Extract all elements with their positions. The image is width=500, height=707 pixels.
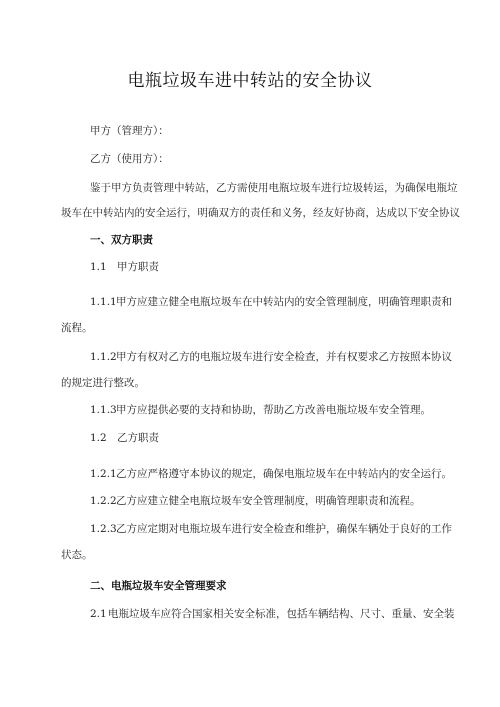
item-1-2-1-number: 1.2.1 [90, 468, 117, 480]
item-1-1-1-line2: 流程。 [61, 322, 93, 334]
subsection-1-1 [90, 260, 159, 274]
item-1-2-2-text: 乙方应建立健全电瓶垃圾车安全管理制度，明确管理职责和流程。 [116, 495, 421, 507]
document-title: 电瓶垃圾车进中转站的安全协议 [127, 71, 373, 91]
intro-paragraph-line2: 圾车在中转站内的安全运行，明确双方的责任和义务，经友好协商，达成以下安全协议 [61, 207, 460, 219]
section1-heading: 一、双方职责 [90, 234, 153, 246]
item-1-2-3-number: 1.2.3 [90, 523, 117, 535]
item-1-2-3-line1 [90, 522, 452, 536]
item-1-1-2-number: 1.1.2 [90, 351, 117, 363]
item-1-1-2-line2: 的规定进行整改。 [61, 377, 145, 389]
item-1-1-3-number: 1.1.3 [90, 404, 117, 416]
party-b-label: 乙方（使用方）： [90, 153, 169, 165]
subsection-1-2-label: 乙方职责 [117, 432, 159, 444]
item-1-1-2-line1 [90, 350, 452, 364]
section2-heading: 二、电瓶垃圾车安全管理要求 [90, 580, 227, 592]
item-1-2-1 [90, 467, 452, 481]
item-1-2-2 [90, 494, 421, 508]
item-1-1-1-line1 [90, 295, 452, 309]
item-1-1-3-text: 甲方应提供必要的支持和协助，帮助乙方改善电瓶垃圾车安全管理。 [116, 404, 431, 416]
subsection-1-2 [90, 431, 159, 445]
subsection-1-1-label: 甲方职责 [117, 261, 159, 273]
item-2-1-number: 2.1 [90, 608, 107, 620]
subsection-1-2-number: 1.2 [90, 432, 107, 444]
item-2-1-text: 电瓶垃圾车应符合国家相关安全标准，包括车辆结构、尺寸、重量、安全装 [108, 608, 455, 620]
item-1-2-1-text: 乙方应严格遵守本协议的规定，确保电瓶垃圾车在中转站内的安全运行。 [116, 468, 452, 480]
subsection-1-1-number: 1.1 [90, 261, 107, 273]
item-2-1-line1 [90, 607, 455, 621]
item-1-1-1-text: 甲方应建立健全电瓶垃圾车在中转站内的安全管理制度，明确管理职责和 [116, 296, 452, 308]
item-1-2-3-line2: 状态。 [61, 549, 93, 561]
item-1-2-2-number: 1.2.2 [90, 495, 117, 507]
item-1-1-1-number: 1.1.1 [90, 296, 117, 308]
party-a-label: 甲方（管理方）： [90, 125, 169, 137]
intro-paragraph-line1: 鉴于甲方负责管理中转站，乙方需使用电瓶垃圾车进行垃圾转运，为确保电瓶垃 [90, 182, 458, 194]
item-1-1-3 [90, 403, 431, 417]
item-1-2-3-text: 乙方应定期对电瓶垃圾车进行安全检查和维护，确保车辆处于良好的工作 [116, 523, 452, 535]
item-1-1-2-text: 甲方有权对乙方的电瓶垃圾车进行安全检查，并有权要求乙方按照本协议 [116, 351, 452, 363]
